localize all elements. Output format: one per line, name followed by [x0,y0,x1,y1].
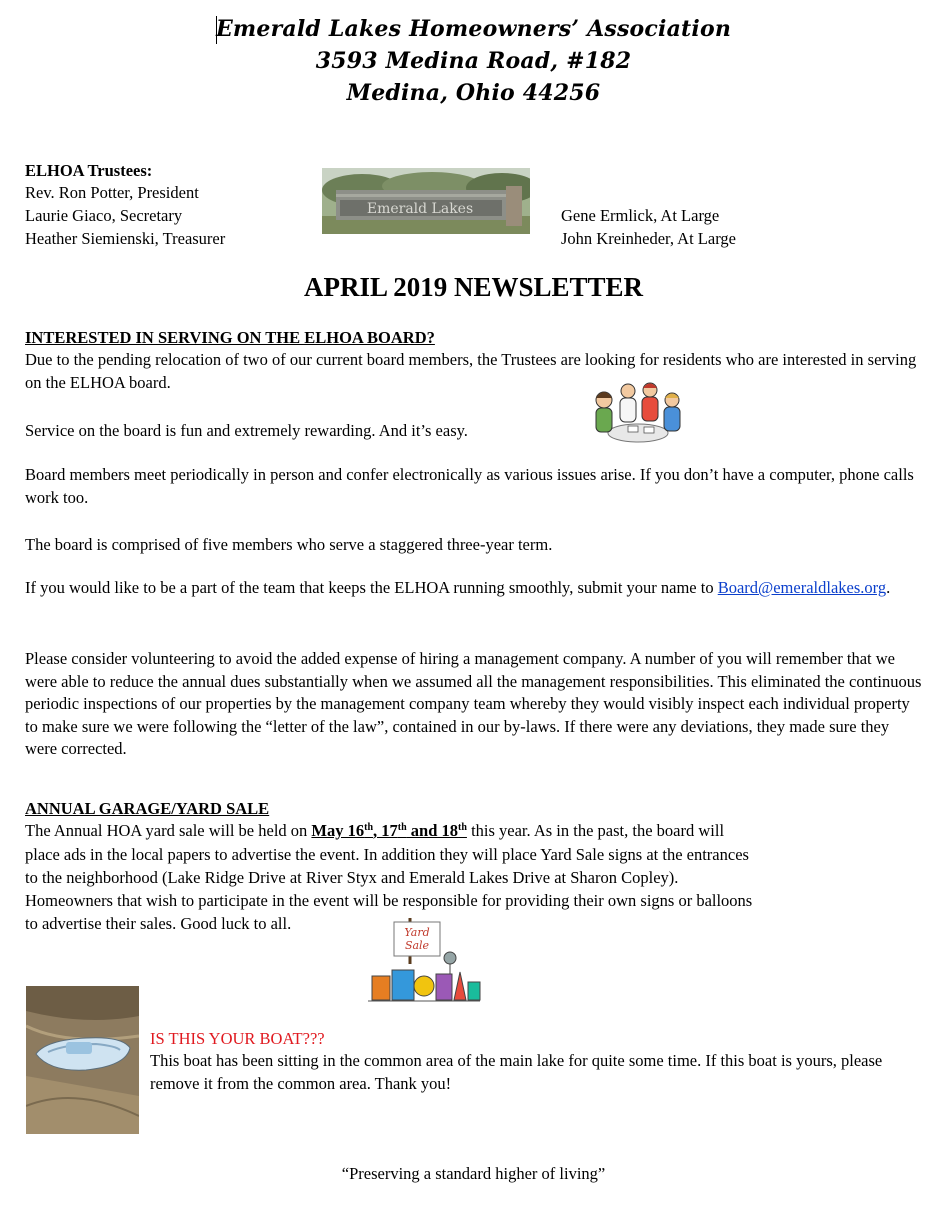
yard-sale-after-date: this year. As in the past, the board will [466,821,725,840]
emerald-lakes-sign-photo [322,168,530,234]
org-address: 3593 Medina Road, #182 [315,48,632,74]
trustee-treasurer: Heather Siemienski, Treasurer [25,229,226,248]
board-paragraph-1: Due to the pending relocation of two of our current board members, the Trustees are looking for residents who are interested in serving on the ELHOA board. [25,350,917,392]
board-paragraph-3: Board members meet periodically in person and confer electronically as various issues arise. If you don’t have a computer, phone calls work too. [25,465,914,507]
yard-sale-dates [311,821,467,840]
org-city: Medina, Ohio 44256 [346,80,601,106]
board-paragraph-4: The board is comprised of five members who serve a staggered three-year term. [25,535,553,554]
trustee-at-large-1: Gene Ermlick, At Large [561,206,720,225]
board-paragraph-5-text: If you would like to be a part of the team that keeps the ELHOA running smoothly, submit your name to [25,578,714,597]
trustee-at-large-2: John Kreinheder, At Large [561,229,736,248]
date-sup-3: th [458,822,467,833]
boat-photo [26,986,139,1134]
yard-sale-intro: The Annual HOA yard sale will be held on [25,821,308,840]
board-paragraph-6: Please consider volunteering to avoid the added expense of hiring a management company. A number of you will remember that we were able to reduce the annual dues substantially when we assumed all the management responsibilities. This eliminated the continuous periodic inspections of our properties by the management company team whereby they would visibly inspect each individual property to make sure we were following the “letter of the law”, contained in our by-laws. If there were any deviations, they made sure they were corrected. [25,649,922,758]
date-may: May 16 [311,821,365,840]
sign-text: Emerald Lakes [366,201,474,217]
trustee-president: Rev. Ron Potter, President [25,183,199,202]
org-name: Emerald Lakes Homeowners’ Association [215,16,732,42]
boat-heading: IS THIS YOUR BOAT??? [150,1029,325,1048]
date-18: and 18 [406,821,459,840]
yard-sign-line-1: Yard [404,926,430,939]
date-sup-1: th [364,822,374,833]
board-email-link[interactable]: Board@emeraldlakes.org [717,578,887,597]
yard-sale-line-5: to advertise their sales. Good luck to all. [25,914,292,933]
yard-sale-heading: ANNUAL GARAGE/YARD SALE [25,799,270,818]
yard-sale-line-4: Homeowners that wish to participate in the event will be responsible for providing their own signs or balloons [25,891,753,910]
board-section-heading: INTERESTED IN SERVING ON THE ELHOA BOARD? [25,328,435,347]
date-17: , 17 [373,821,398,840]
footer-quote: “Preserving a standard higher of living” [341,1164,606,1183]
yard-sale-line-1 [25,820,724,843]
date-sup-2: th [397,822,407,833]
board-paragraph-2: Service on the board is fun and extremely rewarding. And it’s easy. [25,421,468,440]
yard-sale-clipart [366,914,482,1004]
newsletter-title: APRIL 2019 NEWSLETTER [303,272,644,302]
yard-sale-line-3: to the neighborhood (Lake Ridge Drive at River Styx and Emerald Lakes Drive at Sharon Copley). [25,868,679,887]
trustees-heading: ELHOA Trustees: [25,161,153,180]
trustee-secretary: Laurie Giaco, Secretary [25,206,183,225]
yard-sale-line-2: place ads in the local papers to advertise the event. In addition they will place Yard Sale signs at the entrances [25,845,749,864]
board-paragraph-5-end: . [886,578,891,597]
meeting-people-clipart [588,378,688,450]
board-paragraph-5 [25,577,925,600]
yard-sign-line-2: Sale [404,939,430,952]
boat-text: This boat has been sitting in the common area of the main lake for quite some time. If this boat is yours, please remove it from the common area. Thank you! [150,1051,883,1093]
